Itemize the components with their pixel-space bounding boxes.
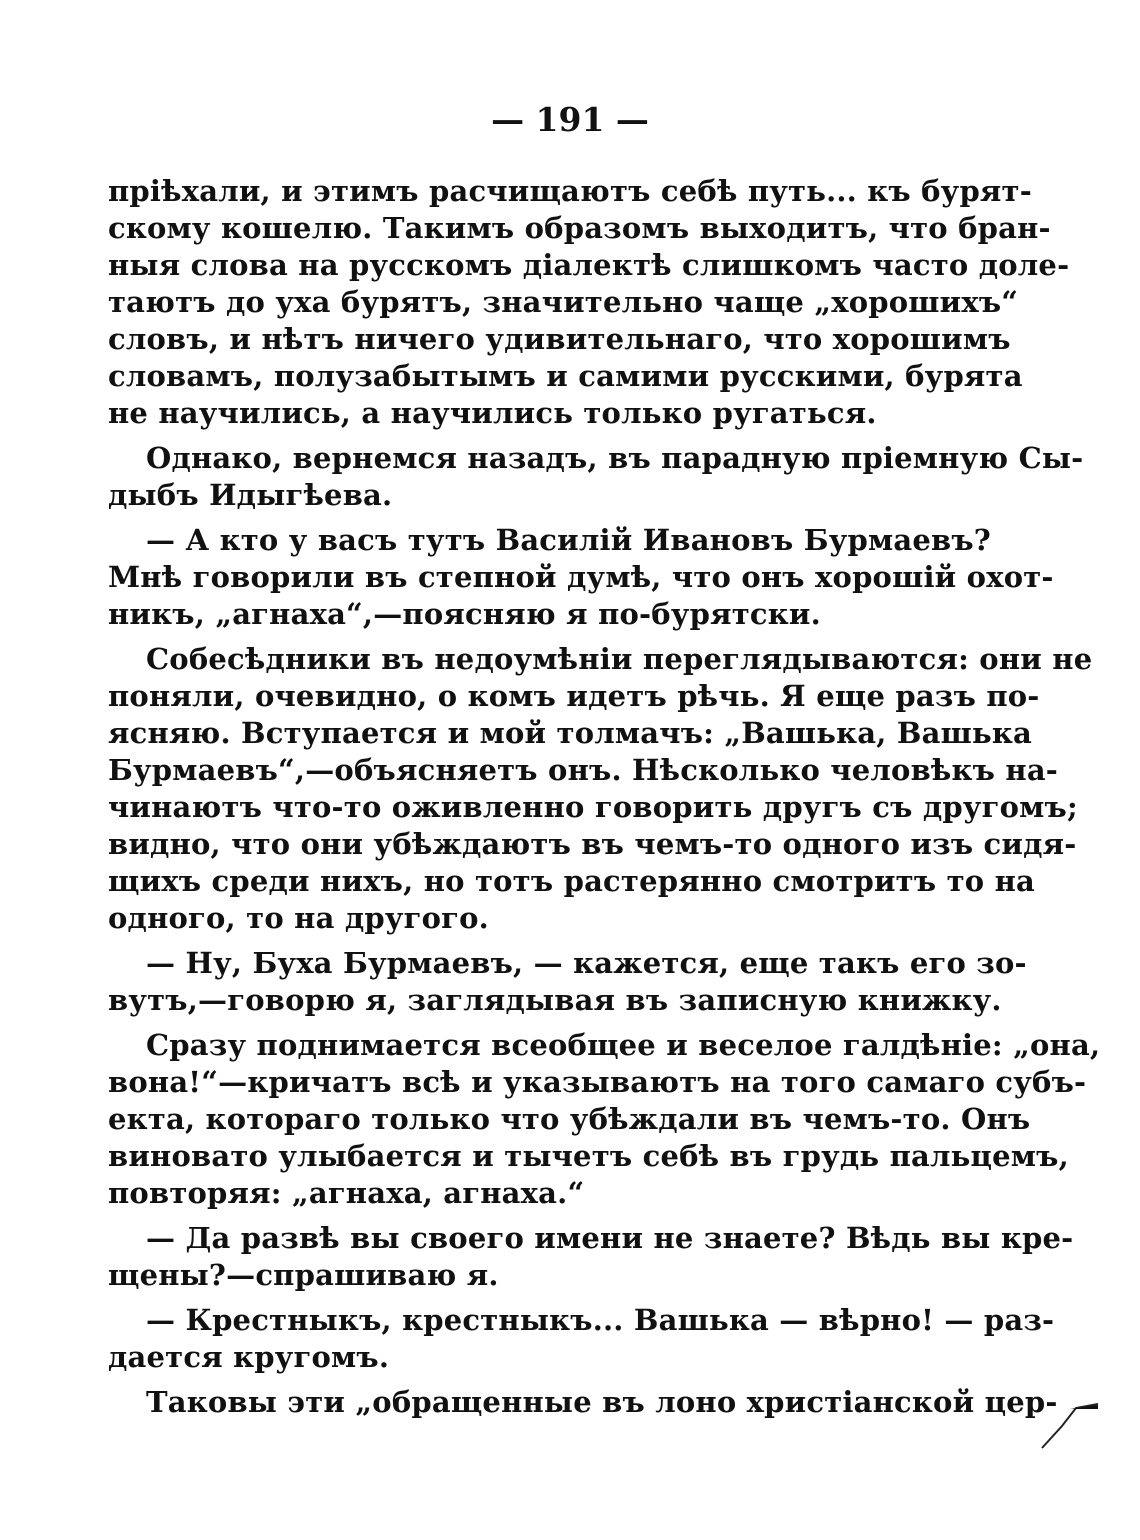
text-line: — Да развѣ вы своего имени не знаете? Вѣдь вы кре- <box>146 1221 1074 1255</box>
text-line: Бурмаевъ“,—объясняетъ онъ. Нѣсколько человѣкъ на- <box>108 753 1059 787</box>
text-line: повторяя: „агнаха, агнаха.“ <box>108 1176 585 1210</box>
text-line: скому кошелю. Такимъ образомъ выходитъ, что бран- <box>108 211 1051 245</box>
text-line: вона!“—кричатъ всѣ и указываютъ на того самаго субъ- <box>108 1065 1087 1099</box>
text-line: видно, что они убѣждаютъ въ чемъ-то одного изъ сидя- <box>108 827 1077 861</box>
text-line: — А кто у васъ тутъ Василій Ивановъ Бурмаевъ? <box>146 523 991 557</box>
text-line: ясняю. Вступается и мой толмачъ: „Вашька, Вашька <box>108 716 1032 750</box>
scan-edge-mark <box>1040 1400 1100 1450</box>
text-line: Однако, вернемся назадъ, въ парадную пріемную Сы- <box>146 441 1084 475</box>
text-line: чинаютъ что-то оживленно говорить другъ съ другомъ; <box>108 790 1078 824</box>
text-line: Собесѣдники въ недоумѣніи переглядываются: они не <box>146 642 1093 676</box>
text-line: щихъ среди нихъ, но тотъ растерянно смотритъ то на <box>108 864 1036 898</box>
text-line: екта, котораго только что убѣждали въ чемъ-то. Онъ <box>108 1102 1031 1136</box>
text-line: ныя слова на русскомъ діалектѣ слишкомъ часто доле- <box>108 248 1070 282</box>
text-line: не научились, а научились только ругаться. <box>108 396 877 430</box>
text-line: таютъ до уха бурятъ, значительно чаще „хорошихъ“ <box>108 285 1019 319</box>
text-line: поняли, очевидно, о комъ идетъ рѣчь. Я еще разъ по- <box>108 679 1040 713</box>
text-line: никъ, „агнаха“,—поясняю я по-бурятски. <box>108 597 821 631</box>
text-line: Сразу поднимается всеобщее и веселое галдѣніе: „она, <box>146 1028 1101 1062</box>
text-line: — Крестныкъ, крестныкъ... Вашька — вѣрно! — раз- <box>146 1303 1055 1337</box>
text-line: — Ну, Буха Бурмаевъ, — кажется, еще такъ его зо- <box>146 946 1027 980</box>
text-line: словъ, и нѣтъ ничего удивительнаго, что хорошимъ <box>108 322 1011 356</box>
text-line: виновато улыбается и тычетъ себѣ въ грудь пальцемъ, <box>108 1139 1069 1173</box>
text-line: щены?—спрашиваю я. <box>108 1258 499 1292</box>
text-line: дыбъ Идыгѣева. <box>108 478 393 512</box>
text-line: словамъ, полузабытымъ и самими русскими, бурята <box>108 359 1023 393</box>
text-line: дается кругомъ. <box>108 1340 390 1374</box>
text-line: пріѣхали, и этимъ расчищаютъ себѣ путь... къ бурят- <box>108 174 1032 208</box>
text-line: Мнѣ говорили въ степной думѣ, что онъ хорошій охот- <box>108 560 1054 594</box>
text-line: одного, то на другого. <box>108 901 489 935</box>
text-line: Таковы эти „обращенные въ лоно христіанской цер- <box>146 1385 1058 1419</box>
text-line: вутъ,—говорю я, заглядывая въ записную книжку. <box>108 983 1002 1017</box>
body-text <box>108 173 1101 1421</box>
page-number: — 191 — <box>491 100 649 139</box>
